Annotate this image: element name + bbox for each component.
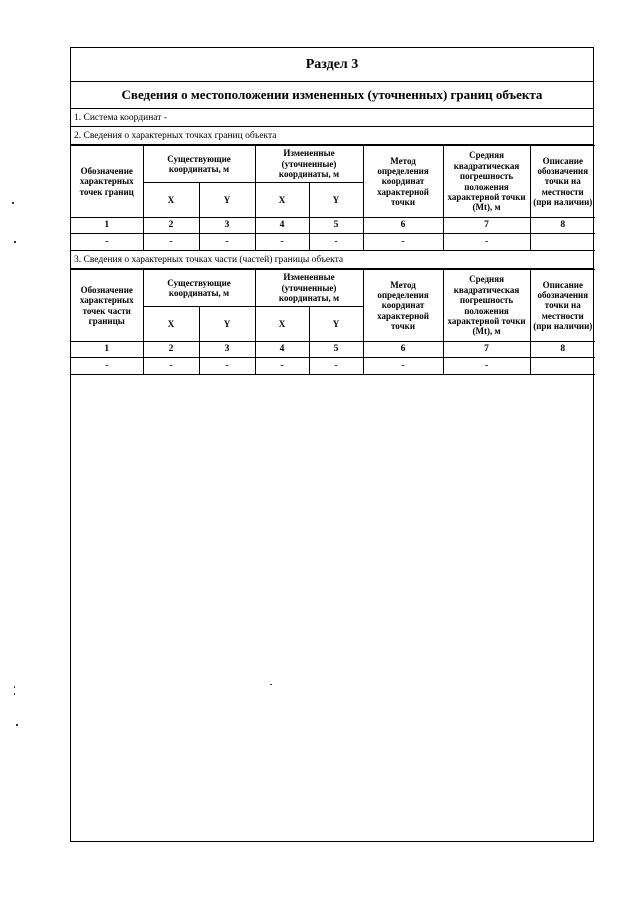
t1-col-number: 8	[530, 218, 595, 234]
t1-col-number: 4	[255, 218, 309, 234]
boundary-points-table	[71, 145, 595, 251]
t2-cell: -	[143, 358, 199, 375]
t2-col-method: Метод определения координат характерной точки	[363, 270, 443, 342]
t2-col-error: Средняя квадратическая погрешность положения характерной точки (Mt), м	[443, 270, 530, 342]
t1-col-number: 7	[443, 218, 530, 234]
t1-col-number: 1	[71, 218, 143, 234]
t2-changed-y: Y	[309, 307, 363, 342]
t2-cell: -	[309, 358, 363, 375]
t1-col-number: 3	[199, 218, 255, 234]
t2-col-existing: Существующие координаты, м	[143, 270, 255, 307]
t2-col-number: 4	[255, 342, 309, 358]
t1-col-description: Описание обозначения точки на местности (при наличии)	[530, 146, 595, 218]
t1-col-designation: Обозначение характерных точек границ	[71, 146, 143, 218]
t1-col-number: 5	[309, 218, 363, 234]
t2-col-number: 5	[309, 342, 363, 358]
t1-col-error: Средняя квадратическая погрешность положения характерной точки (Mt), м	[443, 146, 530, 218]
table-row	[71, 358, 595, 375]
t1-changed-y: Y	[309, 183, 363, 218]
t1-cell: -	[199, 234, 255, 251]
t2-col-number: 2	[143, 342, 199, 358]
t1-col-method: Метод определения координат характерной точки	[363, 146, 443, 218]
t2-col-designation: Обозначение характерных точек части границы	[71, 270, 143, 342]
t1-cell: -	[71, 234, 143, 251]
t2-existing-x: X	[143, 307, 199, 342]
t1-col-number: 6	[363, 218, 443, 234]
t1-existing-y: Y	[199, 183, 255, 218]
t1-existing-x: X	[143, 183, 199, 218]
t2-cell: -	[363, 358, 443, 375]
t2-col-number: 8	[530, 342, 595, 358]
t2-cell	[530, 358, 595, 375]
t2-col-description: Описание обозначения точки на местности (при наличии)	[530, 270, 595, 342]
t1-changed-x: X	[255, 183, 309, 218]
t2-cell: -	[199, 358, 255, 375]
t2-col-number: 6	[363, 342, 443, 358]
t1-cell	[530, 234, 595, 251]
t2-cell: -	[255, 358, 309, 375]
t1-cell: -	[309, 234, 363, 251]
table-row	[71, 234, 595, 251]
t1-cell: -	[255, 234, 309, 251]
part-boundary-points-table	[71, 269, 595, 375]
t2-cell: -	[443, 358, 530, 375]
section-subtitle: Сведения о местоположении измененных (уточненных) границ объекта	[71, 82, 593, 109]
table1-caption: 2. Сведения о характерных точках границ объекта	[71, 127, 593, 145]
t2-cell: -	[71, 358, 143, 375]
t1-col-existing: Существующие координаты, м	[143, 146, 255, 183]
t2-col-changed: Измененные (уточненные) координаты, м	[255, 270, 363, 307]
form-frame	[70, 47, 594, 842]
coordinate-system-line: 1. Система координат -	[71, 109, 593, 127]
t2-col-number: 3	[199, 342, 255, 358]
t2-col-number: 7	[443, 342, 530, 358]
t1-cell: -	[443, 234, 530, 251]
t2-col-number: 1	[71, 342, 143, 358]
t1-col-number: 2	[143, 218, 199, 234]
t1-col-changed: Измененные (уточненные) координаты, м	[255, 146, 363, 183]
t2-changed-x: X	[255, 307, 309, 342]
t1-cell: -	[363, 234, 443, 251]
table2-caption: 3. Сведения о характерных точках части (частей) границы объекта	[71, 251, 593, 269]
t1-cell: -	[143, 234, 199, 251]
t2-existing-y: Y	[199, 307, 255, 342]
section-title: Раздел 3	[71, 48, 593, 82]
